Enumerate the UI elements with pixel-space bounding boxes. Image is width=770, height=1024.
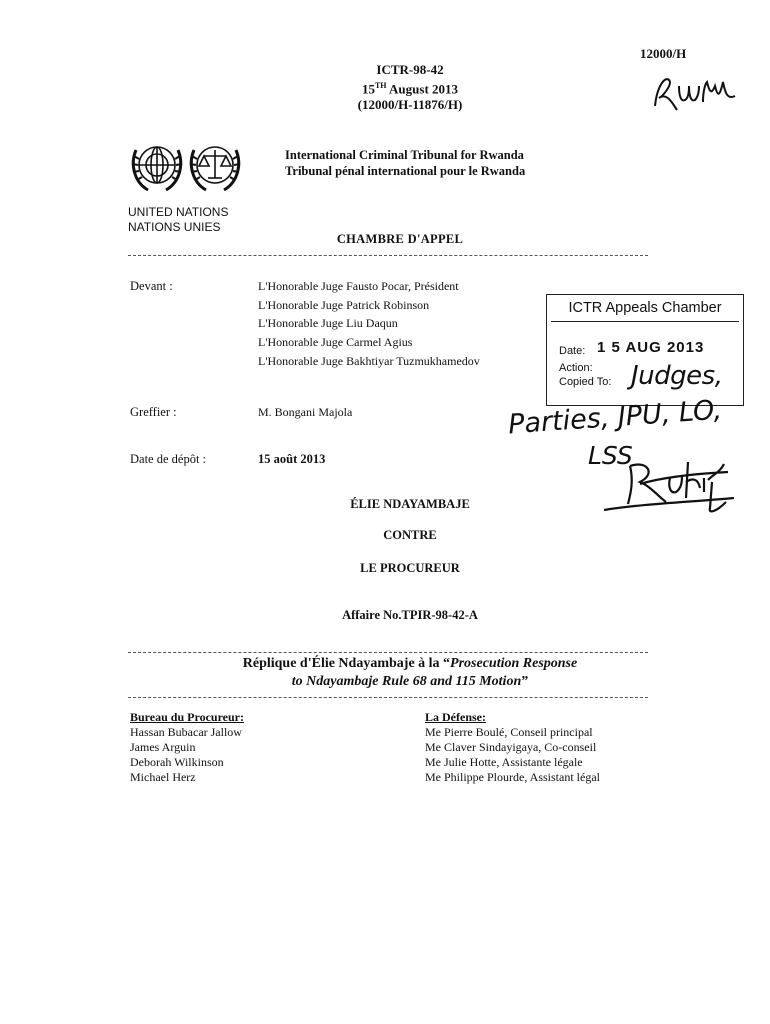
judge-item: L'Honorable Juge Carmel Agius	[258, 335, 413, 350]
prosecution-member: Michael Herz	[130, 770, 196, 784]
stamp-date: 1 5 AUG 2013	[597, 339, 705, 356]
case-date: 15TH August 2013	[361, 81, 459, 97]
un-name-fr: NATIONS UNIES	[128, 220, 221, 234]
defense-member: Me Pierre Boulé, Conseil principal	[425, 725, 593, 739]
un-name-en: UNITED NATIONS	[128, 205, 229, 219]
judge-item: L'Honorable Juge Liu Daqun	[258, 316, 398, 331]
un-and-tribunal-emblems	[128, 136, 244, 194]
case-header	[330, 62, 490, 113]
stamp-action-label: Action:	[559, 362, 593, 374]
defense-member: Me Julie Hotte, Assistante légale	[425, 755, 583, 769]
divider	[128, 255, 648, 256]
stamp-title: ICTR Appeals Chamber	[568, 300, 722, 316]
judges-list	[258, 277, 480, 371]
handwritten-signature	[600, 452, 740, 522]
page-number: 12000/H	[640, 46, 687, 61]
filing-date: 15 août 2013	[258, 452, 326, 466]
respondent-name: LE PROCUREUR	[360, 561, 460, 575]
stamp-date-label: Date:	[559, 345, 586, 357]
un-names	[128, 205, 228, 235]
handwritten-copied-to-3: LSS	[588, 441, 633, 470]
prosecution-block	[130, 710, 244, 785]
defense-heading: La Défense:	[425, 710, 486, 724]
case-number: Affaire No.TPIR-98-42-A	[342, 608, 478, 622]
versus-label: CONTRE	[383, 528, 437, 542]
prosecution-member: Deborah Wilkinson	[130, 755, 224, 769]
page-range: (12000/H-11876/H)	[357, 97, 463, 113]
registry-signature	[645, 66, 745, 120]
tribunal-name-en: International Criminal Tribunal for Rwanda	[285, 148, 524, 162]
tribunal-names	[285, 147, 525, 179]
tribunal-emblem-icon	[190, 147, 240, 190]
divider	[128, 697, 648, 698]
stamp-divider	[551, 321, 739, 322]
defense-member: Me Claver Sindayigaya, Co-conseil	[425, 740, 597, 754]
prosecution-heading: Bureau du Procureur:	[130, 710, 245, 724]
case-id: ICTR-98-42	[376, 62, 444, 77]
judge-item: L'Honorable Juge Patrick Robinson	[258, 297, 430, 312]
handwritten-copied-to-2: Parties, JPU, LO,	[507, 394, 723, 441]
defense-block	[425, 710, 600, 785]
bench-label: Devant :	[130, 279, 173, 293]
un-emblem-icon	[132, 147, 182, 190]
judge-item: L'Honorable Juge Bakhtiyar Tuzmukhamedov	[258, 353, 480, 368]
chamber-heading: CHAMBRE D'APPEL	[336, 232, 464, 246]
divider	[128, 652, 648, 653]
defense-member: Me Philippe Plourde, Assistant légal	[425, 770, 600, 784]
appellant-name: ÉLIE NDAYAMBAJE	[350, 497, 470, 511]
prosecution-member: James Arguin	[130, 740, 196, 754]
registrar-name: M. Bongani Majola	[258, 405, 353, 419]
filing-date-label: Date de dépôt :	[130, 452, 207, 466]
tribunal-name-fr: Tribunal pénal international pour le Rwanda	[285, 164, 526, 178]
prosecution-member: Hassan Bubacar Jallow	[130, 725, 242, 739]
handwritten-copied-to-1: Judges,	[631, 361, 723, 391]
registrar-label: Greffier :	[130, 405, 177, 419]
registry-stamp	[546, 294, 744, 406]
document-title: Réplique d'Élie Ndayambaje à la “Prosecution Response to Ndayambaje Rule 68 and 115 Motion”	[242, 656, 578, 689]
stamp-copied-label: Copied To:	[559, 376, 612, 388]
judge-item: L'Honorable Juge Fausto Pocar, Président	[258, 279, 459, 293]
